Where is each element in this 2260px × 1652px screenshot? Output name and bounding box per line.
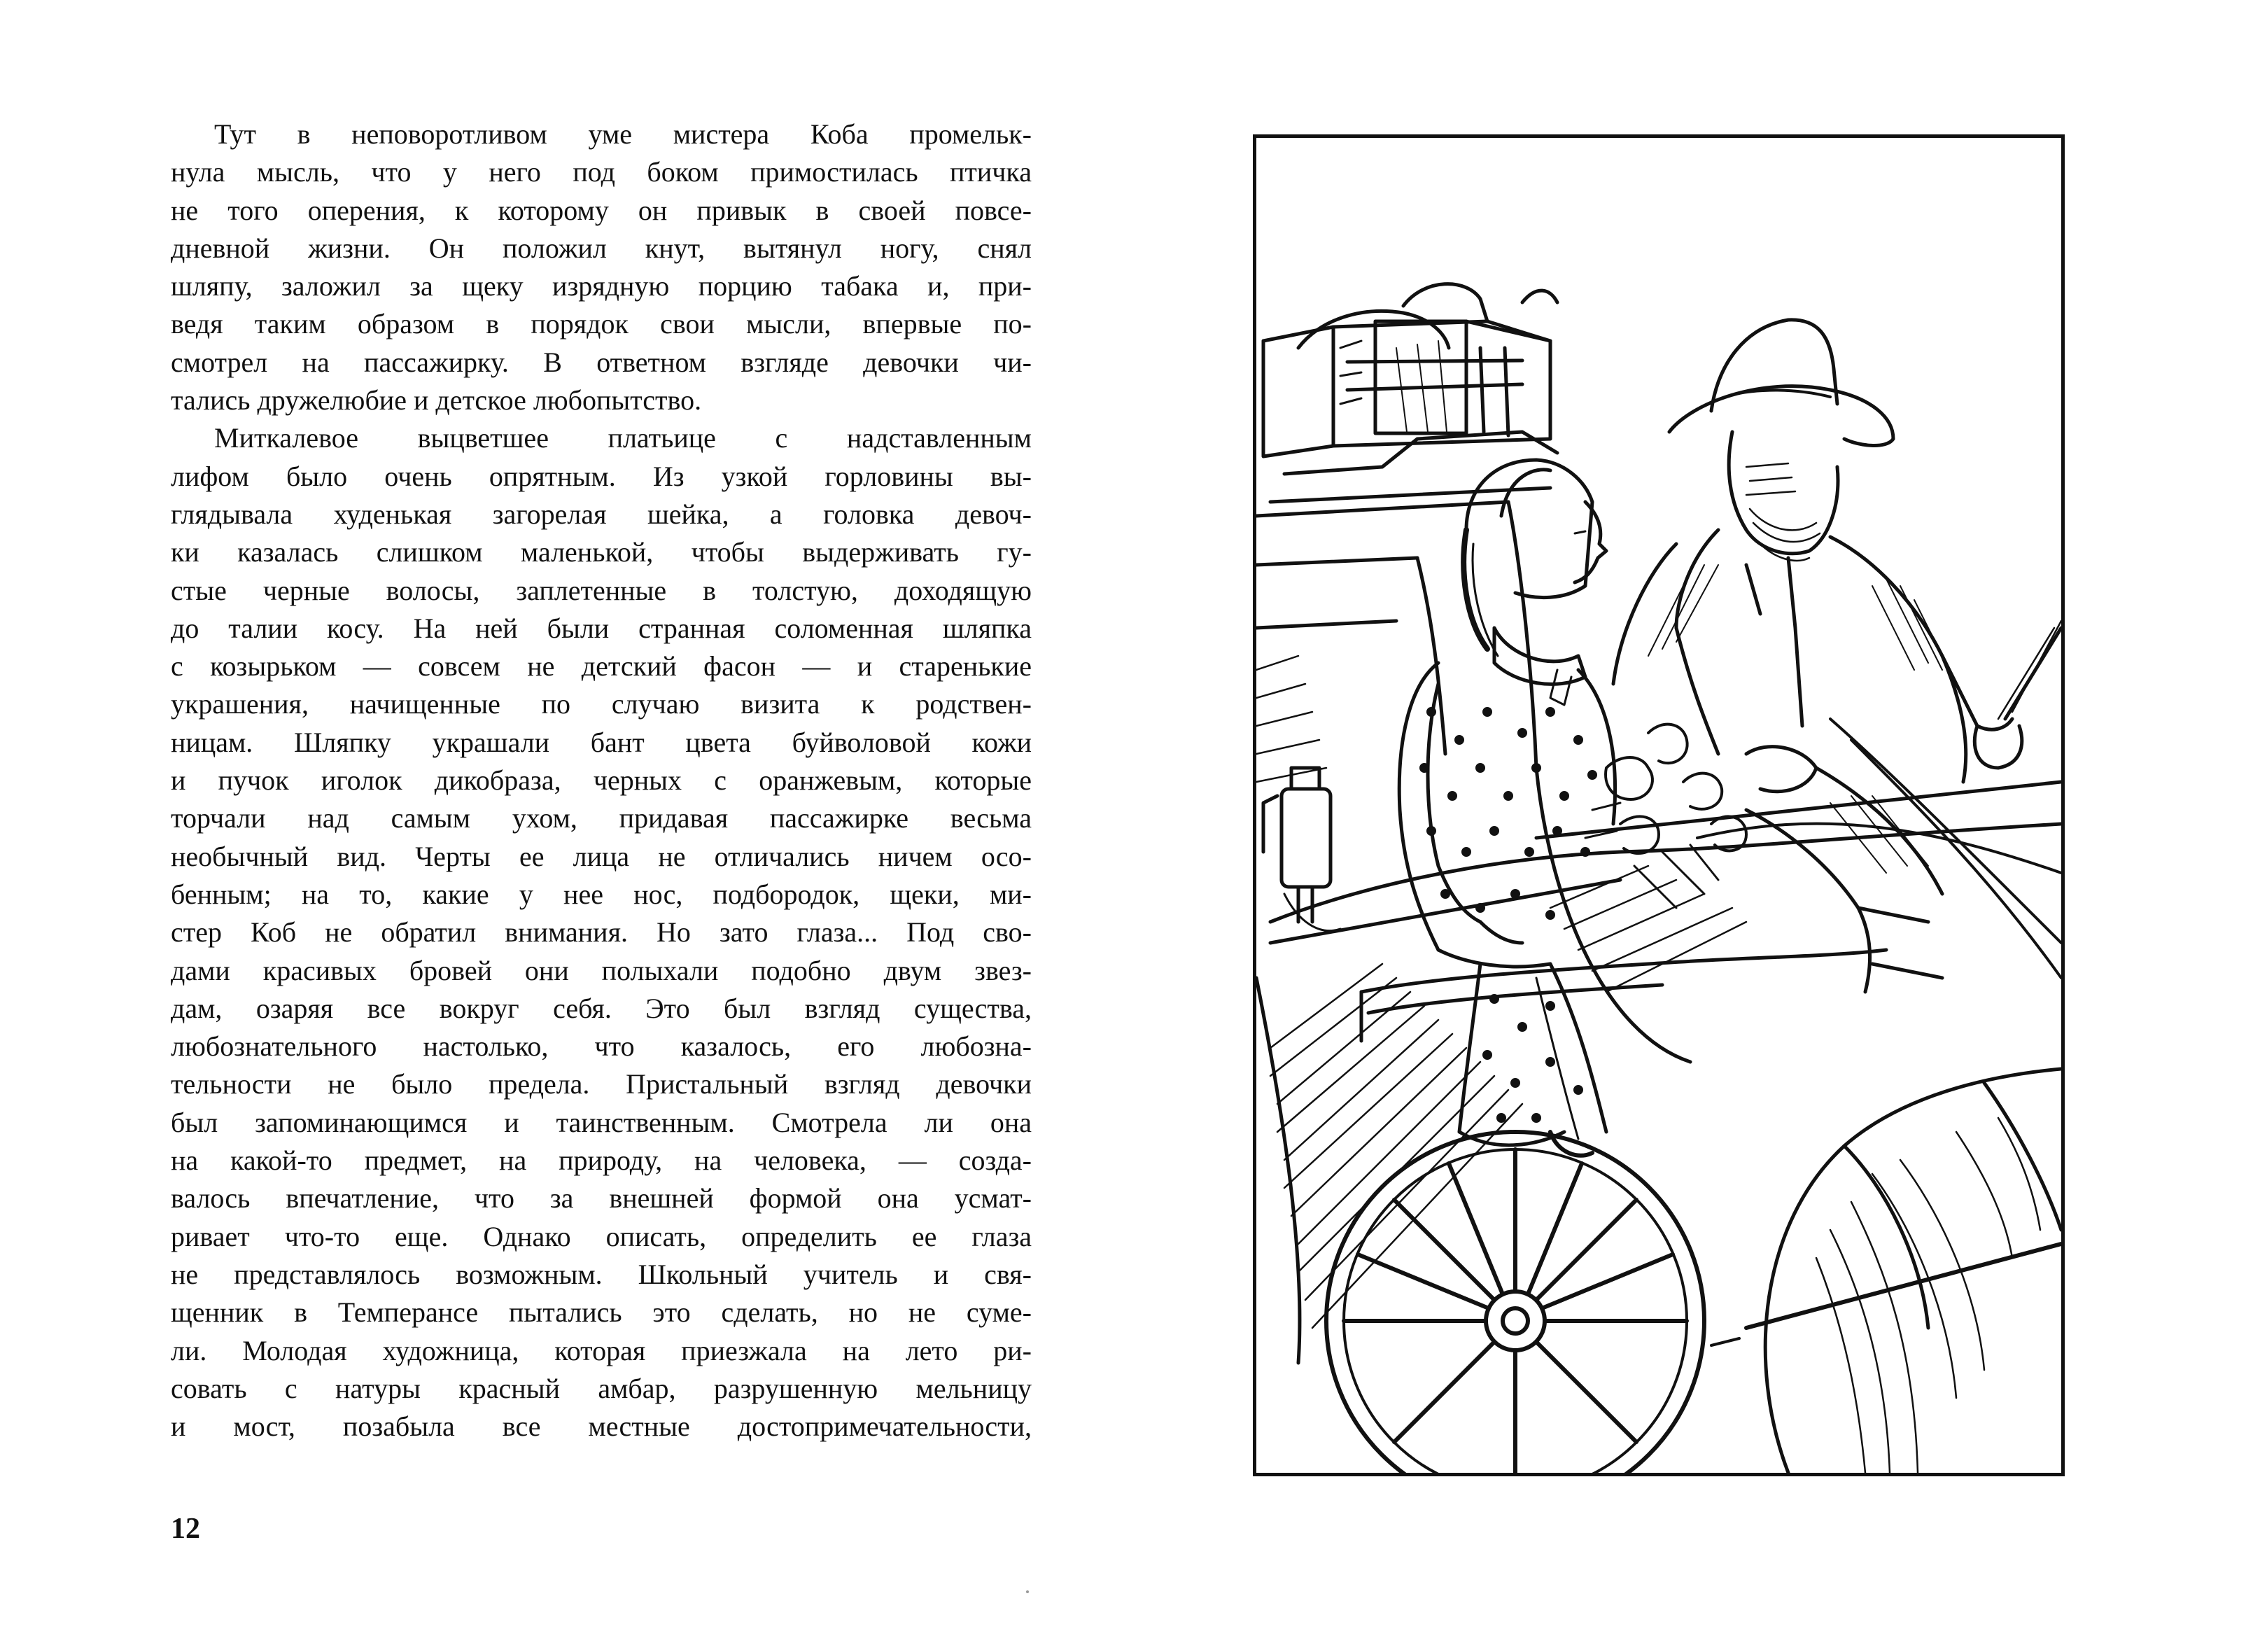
text-line: глядывала худенькая загорелая шейка, а головка девоч- xyxy=(171,498,1032,530)
text-line: ницам. Шляпку украшали бант цвета буйволовой кожи xyxy=(171,726,1032,758)
text-line: и мост, позабыла все местные достопримечательности, xyxy=(171,1410,1032,1443)
text-line: ривает что-то еще. Однако описать, определить ее глаза xyxy=(171,1220,1032,1252)
text-line: лифом было очень опрятным. Из узкой горловины вы- xyxy=(171,460,1032,492)
text-line: щенник в Темперансе пытались это сделать, но не суме- xyxy=(171,1296,1032,1329)
text-line: Миткалевое выцветшее платьице с надставленным xyxy=(214,422,1032,454)
text-line: до талии косу. На ней были странная соломенная шляпка xyxy=(171,612,1032,644)
wagon-wheel-icon xyxy=(1326,1132,1704,1473)
coach-seat xyxy=(1361,950,1886,1041)
paragraph-1 xyxy=(171,115,1032,419)
text-line: не представлялось возможным. Школьный учитель и свя- xyxy=(171,1258,1032,1290)
paragraph-2 xyxy=(171,419,1032,1446)
text-line: совать с натуры красный амбар, разрушенную мельницу xyxy=(171,1372,1032,1404)
text-line: был запоминающимся и таинственным. Смотрела ли она xyxy=(171,1106,1032,1138)
text-line: и пучок иголок дикобраза, черных с оранжевым, которые xyxy=(171,764,1032,797)
luggage-icon xyxy=(1263,284,1557,502)
horse-icon xyxy=(1765,1069,2061,1473)
text-line: Тут в неповоротливом уме мистера Коба промельк- xyxy=(214,118,1032,150)
text-line: смотрел на пассажирку. В ответном взгляде девочки чи- xyxy=(171,346,1032,378)
text-line: шляпу, заложил за щеку изрядную порцию табака и, при- xyxy=(171,270,1032,302)
text-line: тельности не было предела. Пристальный взгляд девочки xyxy=(171,1068,1032,1100)
text-line: торчали над самым ухом, придавая пассажирке весьма xyxy=(171,802,1032,834)
page-number: 12 xyxy=(171,1513,200,1545)
text-line: ки казалась слишком маленькой, чтобы выдерживать гу- xyxy=(171,536,1032,568)
girl-in-bonnet-icon xyxy=(1399,460,1615,1156)
text-line: с козырьком — совсем не детский фасон — и старенькие xyxy=(171,650,1032,682)
text-line: ведя таким образом в порядок свои мысли, впервые по- xyxy=(171,308,1032,340)
stray-ink-dot xyxy=(1026,1590,1029,1593)
text-line: тались дружелюбие и детское любопытство. xyxy=(171,384,702,416)
text-line: стые черные волосы, заплетенные в толстую, доходящую xyxy=(171,574,1032,606)
text-line: валось впечатление, что за внешней формой она усмат- xyxy=(171,1182,1032,1214)
text-column xyxy=(171,115,1032,1446)
text-line: необычный вид. Черты ее лица не отличались ничем осо- xyxy=(171,840,1032,872)
text-line: на какой-то предмет, на природу, на человека, — созда- xyxy=(171,1144,1032,1177)
text-line: дами красивых бровей они полыхали подобно двум звез- xyxy=(171,954,1032,986)
text-line: нула мысль, что у него под боком примостилась птичка xyxy=(171,156,1032,188)
text-line: дам, озаряя все вокруг себя. Это был взгляд существа, xyxy=(171,992,1032,1024)
coach-body xyxy=(1256,502,2061,1363)
text-line: стер Коб не обратил внимания. Но зато глаза... Под сво- xyxy=(171,916,1032,948)
text-line: бенным; на то, какие у нее нос, подбородок, щеки, ми- xyxy=(171,878,1032,910)
right-page xyxy=(1130,0,2260,1652)
illustration-stagecoach xyxy=(1253,134,2065,1476)
text-line: дневной жизни. Он положил кнут, вытянул ногу, снял xyxy=(171,232,1032,264)
text-line: украшения, начищенные по случаю визита к родствен- xyxy=(171,688,1032,720)
text-line: не того оперения, к которому он привык в своей повсе- xyxy=(171,194,1032,226)
text-line: ли. Молодая художница, которая приезжала на лето ри- xyxy=(171,1334,1032,1366)
text-line: любознательного настолько, что казалось, его любозна- xyxy=(171,1030,1032,1063)
